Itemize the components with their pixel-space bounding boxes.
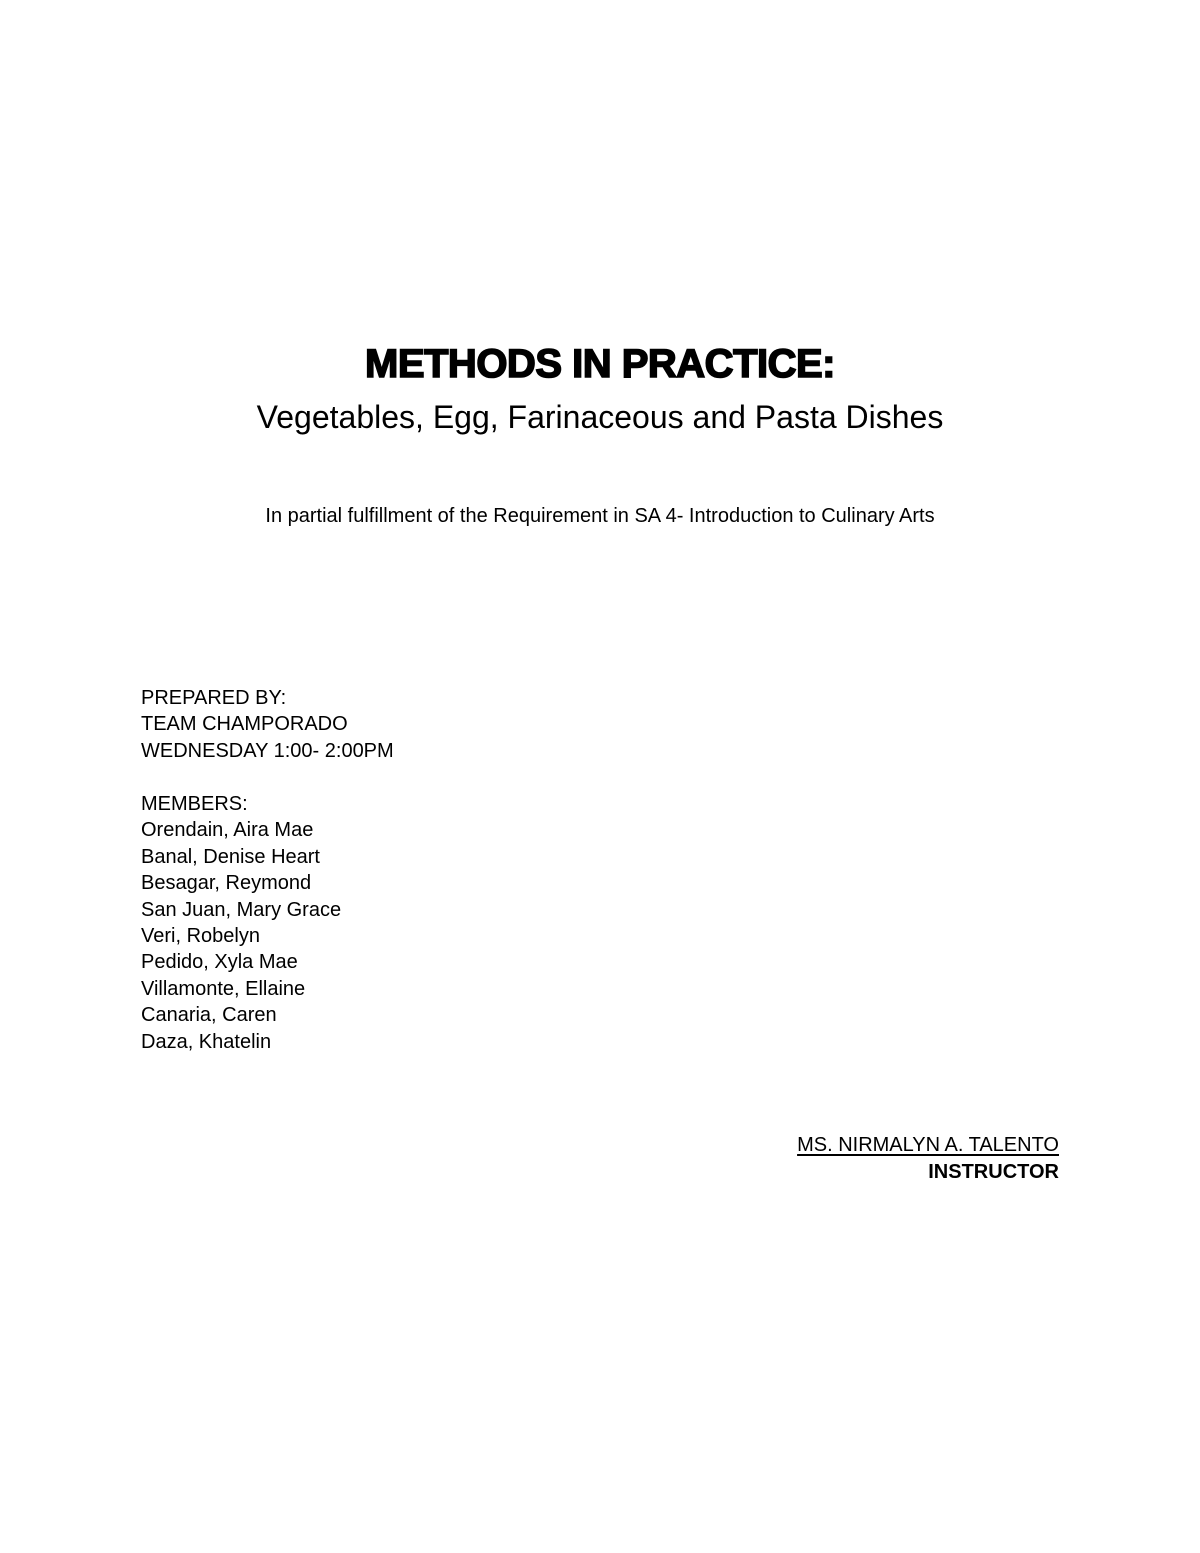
instructor-block [797, 1132, 1059, 1186]
prepared-by-block [141, 685, 394, 764]
member-name: Canaria, Caren [141, 1004, 277, 1027]
class-schedule: WEDNESDAY 1:00- 2:00PM [141, 739, 394, 762]
prepared-by-label: PREPARED BY: [141, 687, 287, 709]
member-name: Besagar, Reymond [141, 872, 312, 895]
instructor-name: MS. NIRMALYN A. TALENTO [797, 1134, 1059, 1156]
team-name: TEAM CHAMPORADO [141, 713, 348, 736]
instructor-role: INSTRUCTOR [928, 1161, 1059, 1183]
document-title: METHODS IN PRACTICE: [365, 342, 835, 386]
member-name: Veri, Robelyn [141, 925, 260, 948]
members-label: MEMBERS: [141, 793, 248, 815]
document-subtitle: Vegetables, Egg, Farinaceous and Pasta Dishes [256, 399, 944, 435]
member-name: Daza, Khatelin [141, 1030, 272, 1053]
member-name: Villamonte, Ellaine [141, 977, 306, 1000]
member-name: Banal, Denise Heart [141, 845, 320, 868]
member-name: San Juan, Mary Grace [141, 898, 342, 921]
member-name: Orendain, Aira Mae [141, 819, 314, 842]
member-name: Pedido, Xyla Mae [141, 951, 298, 974]
members-block [141, 791, 341, 1055]
requirement-statement: In partial fulfillment of the Requirement in SA 4- Introduction to Culinary Arts [265, 505, 935, 527]
